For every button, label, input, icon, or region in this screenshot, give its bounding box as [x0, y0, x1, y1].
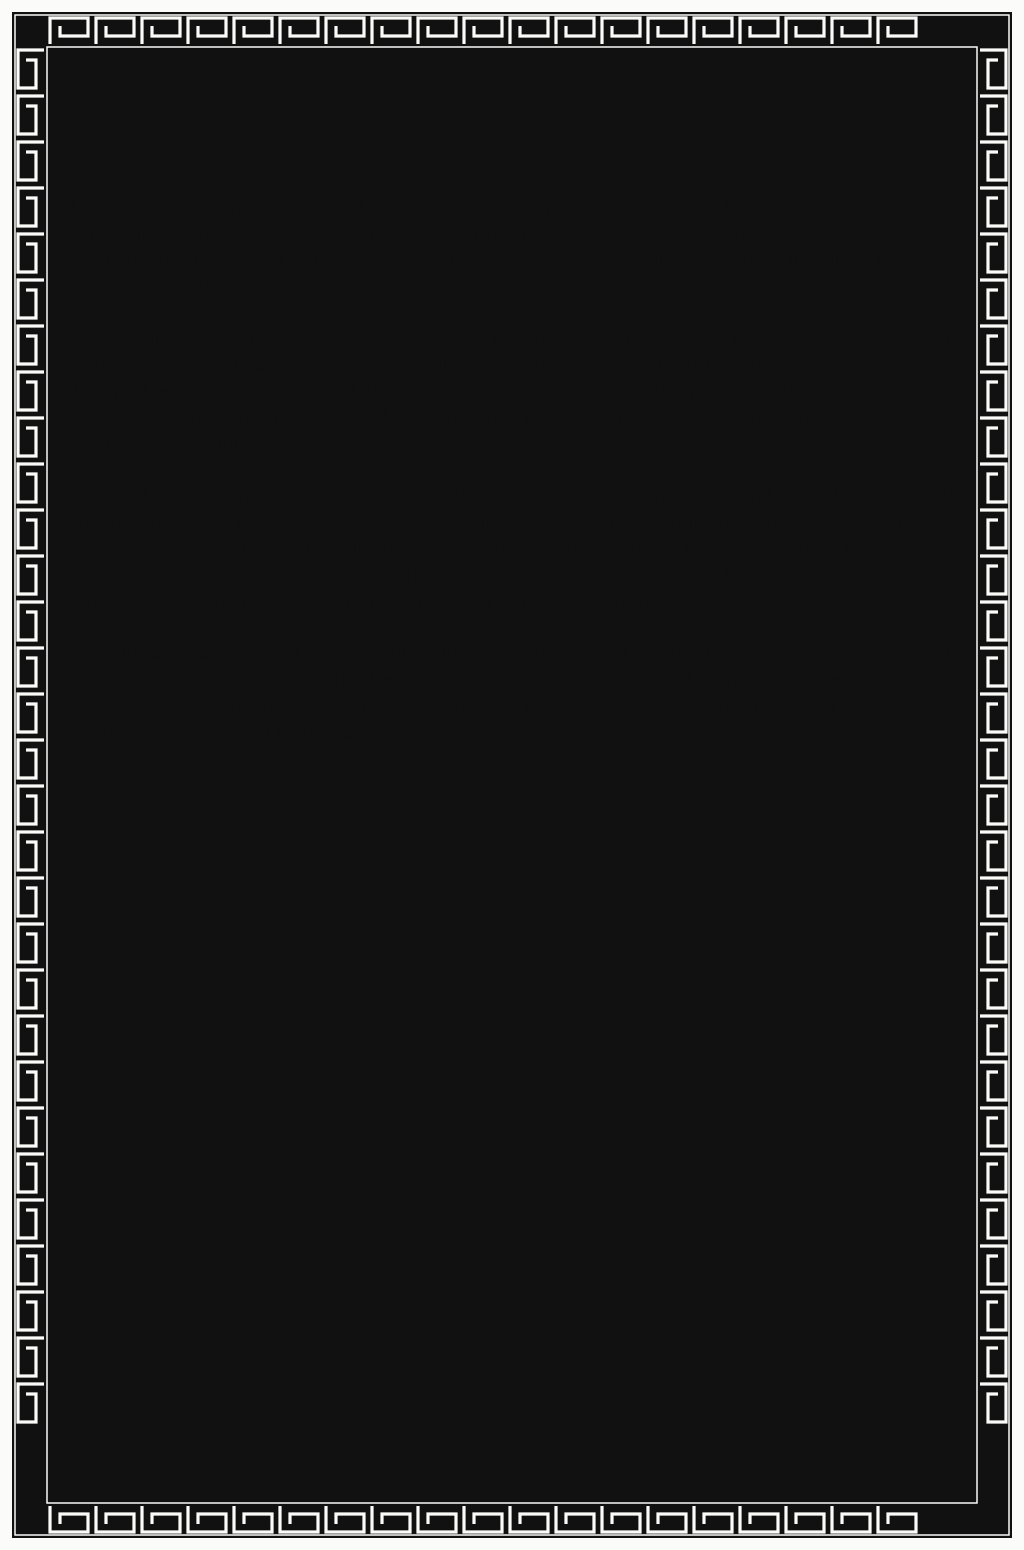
paragraph-3: In 3575 Lord Kityana, Lord of House Dracus, seized control of the silver and spice trade of Baali and Belshazzar. The balance of power was nearly equal. The Overlord, Lord Uramae of House Eichon, panicked; he sent his trained assassins, the Bloodguard, directly against Lord Kityana. But the Bloodguard had become soft and were easily dispatched by Kityana's elite, the Amita K'un. Lord Kityana retaliated in kind. The reign of House Eichon was ended.: [67, 483, 957, 613]
body-text: [67, 194, 957, 771]
paragraph-2: For nearly two centuries before the Age of Darkness, Pandona was ruled by House Eichon. House Eichon had gained such a powerful control on the trade through Veluna that it seemed as though it would reign forever. Trusting in the strength of his House, the Overlords of the 3500's became complacent. This allowed certain other Houses, House Dracus in particular, to slowly build their own influence.: [67, 326, 957, 455]
paragraph-1: There are no formal codes that state what is acceptable practice for the acquisition of market superiority; although the Lords make certain not to go too far lest a vendetta ensue. A vendetta inevitably destroys both parties involved. The only real law is that he who hold the most influence in the marketplace is the Overlord, and he controls the public domain.: [67, 195, 957, 298]
paragraph-4: Yet, ruthless as he was, Lord Kityana could not bring himself to completely destroy his enemy. It is believed that the new Overlord was seduced and persuaded by Uramae's widow to leave the House intact. From this act of mercy came the great vendetta, which, in its own way, helped bring about the Age of Darkness.: [67, 641, 957, 744]
